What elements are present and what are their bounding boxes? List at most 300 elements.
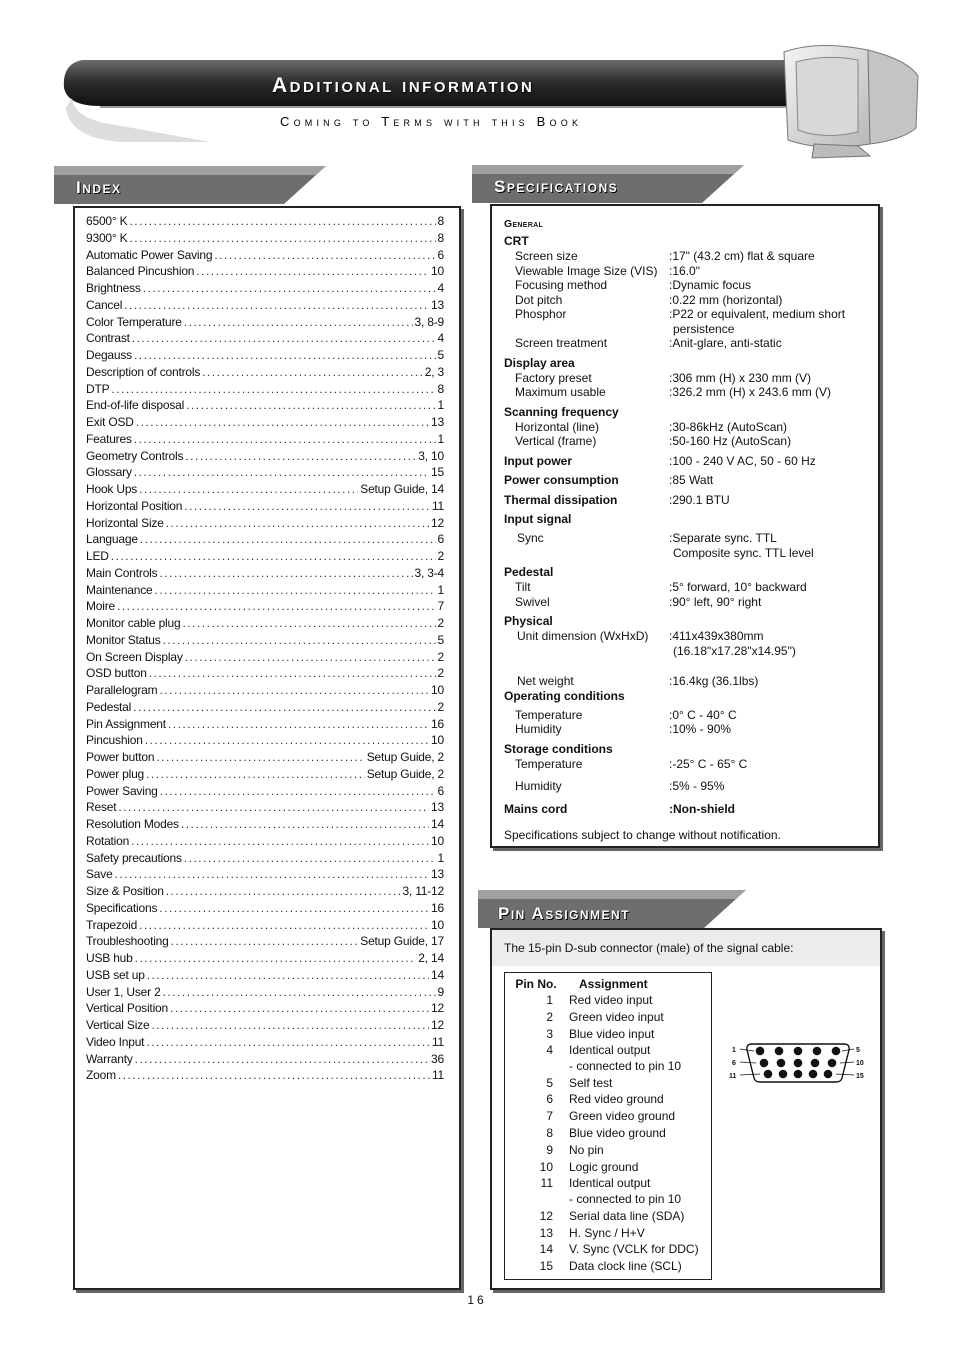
pin-row [505, 1209, 711, 1225]
spec-row [504, 629, 870, 644]
index-leader-dots [149, 666, 436, 680]
spec-row [504, 434, 870, 449]
index-page: 4 [437, 281, 444, 295]
index-page: 10 [431, 733, 444, 748]
spec-label: Temperature [515, 707, 583, 722]
index-leader-dots [117, 599, 436, 613]
index-page: Setup Guide, 2 [366, 766, 444, 781]
spec-row [504, 644, 870, 659]
index-leader-dots [136, 415, 429, 429]
index-leader-dots [163, 633, 436, 647]
pin-row [505, 1259, 711, 1275]
spec-value: :0° C - 40° C [669, 707, 737, 722]
spec-row [504, 322, 870, 337]
index-page: 4 [437, 331, 444, 346]
spec-row [504, 595, 870, 610]
connector-pin [756, 1047, 765, 1056]
index-entry [86, 549, 444, 566]
spec-value: :5° forward, 10° backward [669, 580, 807, 594]
index-leader-dots [135, 951, 417, 965]
spec-value: :Separate sync. TTL [669, 531, 777, 545]
index-leader-dots [134, 465, 429, 479]
pin-assignment [569, 1092, 711, 1108]
spec-row [504, 264, 870, 279]
spec-value: :85 Watt [669, 473, 714, 487]
index-entry [86, 650, 444, 667]
pin-number: 6 [546, 1092, 553, 1107]
index-entry [86, 482, 444, 499]
spec-pedestal-heading: Pedestal [504, 565, 554, 579]
index-term: Main Controls [86, 565, 158, 580]
index-page: 14 [431, 967, 444, 982]
pin-assignment-header: Assignment [579, 977, 648, 991]
index-leader-dots [159, 566, 412, 580]
index-entry [86, 851, 444, 868]
pin-assignment-text: Blue video input [569, 1026, 655, 1041]
index-term: Features [86, 431, 132, 446]
index-term: Power Saving [86, 783, 158, 798]
index-leader-dots [151, 1018, 429, 1032]
header-banner [60, 58, 820, 142]
connector-pin [809, 1070, 818, 1079]
spec-value-continued: persistence [673, 321, 735, 336]
index-leader-dots [139, 918, 429, 932]
spec-label: Dot pitch [515, 292, 563, 307]
spec-row [504, 546, 870, 561]
index-leader-dots [145, 733, 429, 747]
index-entry [86, 348, 444, 365]
pin-row [505, 993, 711, 1009]
index-leader-dots [163, 985, 436, 999]
index-term: Power button [86, 750, 155, 764]
index-page: 8 [437, 214, 444, 228]
index-list [86, 214, 444, 1085]
pin-assignment-text: No pin [569, 1142, 604, 1157]
spec-value: :306 mm (H) x 230 mm (V) [669, 370, 812, 385]
index-leader-dots [185, 449, 416, 463]
index-term: Automatic Power Saving [86, 247, 213, 262]
index-page: 6 [437, 783, 444, 798]
index-entry [86, 834, 444, 851]
index-page: 12 [431, 515, 444, 530]
index-term: Moire [86, 599, 116, 614]
index-page: 3, 3-4 [414, 565, 444, 580]
spec-row [504, 371, 870, 386]
index-term: USB hub [86, 951, 133, 965]
spec-scanning-heading: Scanning frequency [504, 404, 619, 419]
spec-value: :P22 or equivalent, medium short [669, 307, 846, 321]
index-leader-dots [146, 1035, 430, 1049]
spec-row [504, 385, 870, 400]
index-leader-dots [124, 298, 429, 312]
index-page: 8 [437, 230, 444, 245]
index-page: 11 [431, 498, 444, 513]
spec-label: Focusing method [515, 278, 608, 292]
pin-assignment [569, 1043, 711, 1074]
index-term: Rotation [86, 833, 130, 848]
index-page: 3, 11-12 [402, 884, 444, 898]
index-term: Pedestal [86, 699, 132, 714]
index-entry [86, 214, 444, 231]
index-leader-dots [168, 717, 429, 731]
index-term: Color Temperature [86, 314, 182, 329]
index-leader-dots [159, 683, 429, 697]
index-entry [86, 248, 444, 265]
index-term: Reset [86, 800, 117, 815]
spec-row [504, 531, 870, 546]
index-leader-dots [134, 432, 436, 446]
pin-number-header: Pin No. [515, 977, 557, 991]
spec-label: Horizontal (line) [515, 419, 600, 434]
index-page: 8 [437, 381, 444, 396]
index-entry [86, 968, 444, 985]
pin-assignment-text: Green video input [569, 1009, 664, 1024]
index-entry [86, 951, 444, 968]
connector-label-5: 5 [856, 1047, 860, 1054]
pin-assignment-text: Serial data line (SDA) [569, 1208, 685, 1223]
pin-assignment [569, 1126, 711, 1142]
index-page: 16 [431, 716, 444, 731]
spec-label: Humidity [515, 722, 562, 736]
pin-assignment [569, 1259, 711, 1275]
pin-assignment-text: Green video ground [569, 1109, 676, 1124]
index-term: Language [86, 532, 138, 547]
index-entry [86, 315, 444, 332]
spec-input-signal-heading: Input signal [504, 512, 572, 526]
pin-table-header [505, 975, 711, 993]
pin-row [505, 1092, 711, 1108]
index-leader-dots [156, 750, 364, 764]
connector-label-11: 11 [729, 1073, 737, 1080]
pin-row [505, 1126, 711, 1142]
index-term: Monitor cable plug [86, 616, 181, 630]
index-term: Geometry Controls [86, 448, 184, 463]
index-entry [86, 583, 444, 600]
pin-assignment [569, 1209, 711, 1225]
pin-number: 15 [539, 1259, 553, 1274]
spec-value: :0.22 mm (horizontal) [669, 292, 783, 307]
index-leader-dots [129, 231, 435, 245]
index-entry [86, 331, 444, 348]
index-term: Pin Assignment [86, 716, 166, 731]
index-page: 14 [431, 817, 444, 831]
pin-assignment [569, 1242, 711, 1258]
index-leader-dots [184, 851, 436, 865]
specifications-panel [490, 204, 880, 848]
spec-value: :Dynamic focus [669, 278, 752, 292]
pin-assignment-text: H. Sync / H+V [569, 1225, 645, 1240]
index-leader-dots [118, 800, 429, 814]
index-leader-dots [155, 583, 436, 597]
pin-assignment-text: Data clock line (SCL) [569, 1259, 682, 1274]
index-entry [86, 985, 444, 1002]
connector-label-15: 15 [856, 1073, 864, 1080]
index-entry [86, 398, 444, 415]
index-page: 13 [431, 800, 444, 815]
spec-label: Vertical (frame) [515, 434, 597, 448]
index-page: 3, 8-9 [414, 314, 444, 329]
index-entry [86, 382, 444, 399]
index-entry [86, 817, 444, 834]
spec-row [504, 757, 870, 772]
specifications-heading: Specifications [494, 177, 619, 196]
index-leader-dots [146, 767, 365, 781]
index-term: Horizontal Size [86, 515, 164, 530]
pin-table [504, 972, 712, 1280]
spec-value: :5% - 95% [669, 779, 725, 793]
index-term: User 1, User 2 [86, 984, 161, 999]
index-leader-dots [133, 700, 435, 714]
index-entry [86, 867, 444, 884]
index-page: 10 [431, 833, 444, 848]
pin-row [505, 1027, 711, 1043]
page-number: 16 [467, 1293, 487, 1307]
pin-number: 9 [546, 1142, 553, 1157]
pin-number: 1 [546, 993, 553, 1007]
index-page: 15 [431, 465, 444, 480]
spec-value: :Anit-glare, anti-static [669, 336, 782, 350]
index-page: 36 [431, 1051, 444, 1066]
index-leader-dots [135, 1052, 429, 1066]
pin-assignment [569, 1010, 711, 1026]
index-term: Balanced Pincushion [86, 264, 195, 279]
spec-label: Power consumption [504, 473, 619, 487]
index-term: Warranty [86, 1051, 133, 1066]
index-entry [86, 700, 444, 717]
index-leader-dots [184, 315, 413, 329]
index-entry [86, 733, 444, 750]
connector-pin [794, 1047, 803, 1056]
spec-row [504, 293, 870, 308]
index-entry [86, 231, 444, 248]
index-leader-dots [143, 281, 436, 295]
index-leader-dots [186, 398, 435, 412]
spec-value: :-25° C - 65° C [669, 756, 748, 771]
index-page: 1 [437, 582, 444, 597]
index-leader-dots [140, 532, 436, 546]
index-term: Trapezoid [86, 917, 138, 932]
index-entry [86, 784, 444, 801]
spec-value: :326.2 mm (H) x 243.6 mm (V) [669, 385, 832, 399]
pin-assignment-text: Self test [569, 1075, 613, 1090]
index-entry [86, 1035, 444, 1052]
pin-number: 8 [546, 1126, 553, 1141]
index-leader-dots [196, 264, 429, 278]
index-page: Setup Guide, 14 [360, 482, 444, 496]
index-page: 2 [437, 549, 444, 563]
spec-value: :290.1 BTU [669, 492, 730, 507]
spec-value: :100 - 240 V AC, 50 - 60 Hz [669, 453, 816, 468]
index-entry [86, 1052, 444, 1069]
pin-number: 2 [546, 1009, 553, 1024]
pin-assignment-text: Logic ground [569, 1159, 639, 1174]
spec-value: :16.0" [669, 263, 700, 278]
spec-label: Phosphor [515, 307, 567, 321]
index-term: Save [86, 867, 113, 882]
index-leader-dots [147, 968, 429, 982]
spec-label: Maximum usable [515, 385, 606, 399]
index-page: 2 [437, 649, 444, 664]
pin-number: 13 [539, 1225, 553, 1240]
spec-label: Temperature [515, 756, 583, 771]
index-term: DTP [86, 381, 110, 396]
index-entry [86, 633, 444, 650]
index-page: 13 [431, 415, 444, 429]
spec-value: :90° left, 90° right [669, 594, 762, 609]
index-page: 13 [431, 297, 444, 312]
index-entry [86, 1068, 444, 1085]
spec-row [504, 473, 870, 488]
connector-pin [794, 1059, 803, 1068]
index-entry [86, 281, 444, 298]
spec-note: Specifications subject to change without notification. [504, 828, 781, 842]
spec-crt-heading: CRT [504, 234, 529, 248]
index-leader-dots [159, 901, 429, 915]
pin-row [505, 1226, 711, 1242]
spec-row [504, 802, 870, 817]
index-leader-dots [160, 784, 436, 798]
index-term: Degauss [86, 348, 132, 362]
index-entry [86, 918, 444, 935]
index-entry [86, 532, 444, 549]
index-term: Exit OSD [86, 415, 134, 429]
spec-value: :10% - 90% [669, 722, 732, 736]
pin-row [505, 1176, 711, 1207]
index-page: 10 [431, 683, 444, 697]
index-term: OSD button [86, 666, 147, 681]
index-term: LED [86, 549, 109, 563]
specifications-content [504, 218, 870, 843]
connector-pin [832, 1047, 841, 1056]
spec-label: Thermal dissipation [504, 492, 618, 507]
page-subtitle: Coming to Terms with this Book [280, 114, 583, 129]
pin-number: 10 [539, 1159, 553, 1174]
pin-assignment-heading: Pin Assignment [498, 904, 631, 923]
index-entry [86, 415, 444, 432]
index-leader-dots [166, 884, 401, 898]
index-page: 9 [437, 984, 444, 999]
index-leader-dots [139, 482, 358, 496]
index-term: Specifications [86, 900, 158, 915]
index-page: 16 [431, 900, 444, 915]
spec-label: Sync [517, 531, 544, 545]
connector-label-6: 6 [732, 1060, 736, 1067]
spec-value: :30-86kHz (AutoScan) [669, 419, 788, 434]
connector-pin [775, 1047, 784, 1056]
pin-number: 14 [539, 1242, 553, 1257]
index-term: Maintenance [86, 582, 153, 597]
pin-rows [505, 993, 711, 1275]
index-leader-dots [181, 817, 429, 831]
index-entry [86, 666, 444, 683]
index-page: 6 [437, 532, 444, 547]
spec-value: :16.4kg (36.1lbs) [669, 674, 759, 688]
index-page: Setup Guide, 17 [360, 934, 444, 949]
index-page: 2 [437, 699, 444, 714]
index-term: Safety precautions [86, 850, 182, 865]
spec-display-area-heading: Display area [504, 355, 575, 370]
pin-intro-text: The 15-pin D-sub connector (male) of the signal cable: [492, 930, 880, 966]
index-term: Pincushion [86, 733, 143, 748]
spec-value-continued: Composite sync. TTL level [673, 545, 814, 560]
index-page: 10 [431, 917, 444, 932]
index-leader-dots [170, 1001, 429, 1015]
index-leader-dots [134, 348, 436, 362]
index-page: 1 [437, 398, 444, 413]
pin-number: 7 [546, 1109, 553, 1124]
index-entry [86, 599, 444, 616]
spec-row [504, 722, 870, 737]
connector-pin [764, 1070, 773, 1079]
index-term: USB set up [86, 967, 145, 982]
connector-pin [811, 1059, 820, 1068]
d-sub-connector-icon [728, 1038, 868, 1086]
pin-number: 5 [546, 1075, 553, 1090]
index-term: Size & Position [86, 884, 164, 898]
index-page: 12 [431, 1001, 444, 1016]
spec-label: Mains cord [504, 801, 568, 816]
index-page: 1 [437, 850, 444, 865]
pin-row [505, 1109, 711, 1125]
pin-assignment-note: - connected to pin 10 [569, 1191, 682, 1206]
index-entry [86, 901, 444, 918]
index-entry [86, 264, 444, 281]
index-leader-dots [111, 549, 436, 563]
index-entry [86, 516, 444, 533]
index-page: 10 [431, 264, 444, 279]
index-heading: Index [76, 178, 122, 197]
index-page: 6 [437, 247, 444, 262]
spec-row [504, 278, 870, 293]
spec-label: Tilt [515, 580, 531, 594]
connector-pin [779, 1070, 788, 1079]
pin-assignment [569, 1176, 711, 1207]
index-leader-dots [166, 516, 429, 530]
pin-assignment-text: Red video ground [569, 1092, 664, 1107]
connector-pin [813, 1047, 822, 1056]
spec-label: Screen size [515, 249, 578, 263]
pin-row [505, 1160, 711, 1176]
index-entry [86, 449, 444, 466]
spec-general-label: General [504, 218, 544, 230]
spec-row [504, 674, 870, 689]
index-leader-dots [214, 248, 435, 262]
connector-pin [828, 1059, 837, 1068]
pin-assignment [569, 993, 711, 1009]
pin-number: 4 [546, 1043, 553, 1058]
pin-number: 3 [546, 1026, 553, 1041]
index-page: 5 [437, 632, 444, 647]
index-term: Cancel [86, 297, 123, 312]
index-page: 3, 10 [418, 448, 444, 463]
index-page: 12 [431, 1018, 444, 1032]
spec-storage-heading: Storage conditions [504, 741, 613, 756]
index-page: 5 [437, 348, 444, 362]
spec-row [504, 493, 870, 508]
spec-label: Humidity [515, 779, 562, 793]
index-entry [86, 683, 444, 700]
connector-pin [777, 1059, 786, 1068]
pin-assignment [569, 1109, 711, 1125]
connector-pin [824, 1070, 833, 1079]
index-leader-dots [111, 382, 435, 396]
index-term: On Screen Display [86, 649, 183, 664]
pin-assignment [569, 1160, 711, 1176]
pin-row [505, 1242, 711, 1258]
index-entry [86, 499, 444, 516]
connector-label-10: 10 [856, 1060, 864, 1067]
pin-row [505, 1043, 711, 1074]
